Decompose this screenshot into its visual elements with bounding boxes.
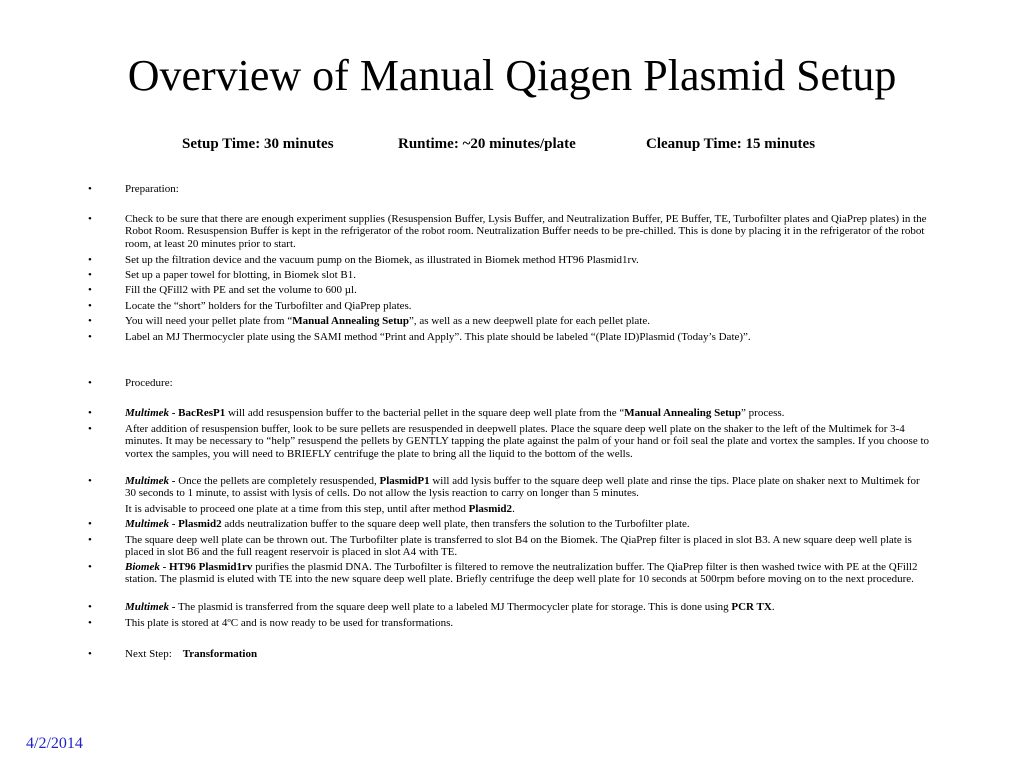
list-item	[88, 475, 930, 500]
step7-end: .	[771, 601, 775, 613]
bullet-glyph: •	[88, 269, 92, 281]
bullet-glyph: •	[88, 475, 92, 487]
slide-date: 4/2/2014	[26, 735, 83, 752]
step3-note-bold: Plasmid2	[468, 503, 513, 515]
step1-end: ” process.	[741, 407, 785, 419]
next-step-value: Transformation	[182, 648, 258, 660]
step7-method: PCR TX	[731, 601, 772, 613]
list-item	[88, 183, 930, 195]
step4-text: adds neutralization buffer to the square deep well plate, then transfers the solution to the Turbofilter plate.	[221, 518, 690, 530]
setup-time: Setup Time: 30 minutes	[182, 136, 334, 152]
pellet-text-bold: Manual Annealing Setup	[292, 315, 409, 327]
step5-text: The square deep well plate can be thrown out. The Turbofilter plate is transferred to slot B4 on the Biomek. The QiaPrep filter is placed in slot B3. A new square deep well plate is placed in slot B6 and the full reagent reservoir is placed in slot A4 with TE.	[125, 534, 912, 559]
bullet-glyph: •	[88, 601, 92, 613]
step4-method: - Plasmid2	[169, 518, 222, 530]
bullet-glyph: •	[88, 315, 92, 327]
step6-text: purifies the plasmid DNA. The Turbofilter is filtered to remove the neutralization buffer. The QiaPrep filter is then washed twice with PE at the QFill2 station. The plasmid is eluted with TE into the new square deep well plate. Briefly centrifuge the deep well plate for 10 seconds at 500rpm before moving on to the next procedure.	[125, 561, 918, 586]
step4-instrument: Multimek	[125, 518, 170, 530]
list-item-note	[125, 503, 930, 515]
bullet-glyph: •	[88, 648, 92, 660]
step7-instrument: Multimek	[125, 601, 170, 613]
runtime: Runtime: ~20 minutes/plate	[398, 136, 576, 152]
preparation-heading: Preparation:	[125, 183, 179, 195]
step1-method: - BacResP1	[169, 407, 226, 419]
list-item	[88, 601, 930, 613]
step3-note-end: .	[512, 503, 515, 515]
list-item	[88, 423, 930, 460]
filtration-text: Set up the filtration device and the vacuum pump on the Biomek, as illustrated in Biomek method HT96 Plasmid1rv.	[125, 254, 639, 266]
bullet-glyph: •	[88, 423, 92, 435]
step6-instrument: Biomek	[125, 561, 160, 573]
bullet-glyph: •	[88, 561, 92, 573]
list-item	[88, 269, 930, 281]
procedure-heading: Procedure:	[125, 377, 173, 389]
pellet-text-post: ”, as well as a new deepwell plate for each pellet plate.	[408, 315, 650, 327]
step6-method: - HT96 Plasmid1rv	[159, 561, 253, 573]
step1-bold2: Manual Annealing Setup	[624, 407, 742, 419]
step1-instrument: Multimek	[125, 407, 170, 419]
step3-note: It is advisable to proceed one plate at a time from this step, until after method	[125, 503, 469, 515]
list-item	[88, 561, 930, 586]
list-item	[88, 648, 930, 660]
list-item	[88, 407, 930, 419]
bullet-glyph: •	[88, 534, 92, 546]
step8-text: This plate is stored at 4ºC and is now ready to be used for transformations.	[125, 617, 454, 629]
bullet-glyph: •	[88, 284, 92, 296]
step3-text: Once the pellets are completely resuspended,	[175, 475, 380, 487]
check-supplies-text: Check to be sure that there are enough experiment supplies (Resuspension Buffer, Lysis Buffer, and Neutralization Buffer, PE Buffer, TE, Turbofilter plates and QiaPrep plates) in the Robot Room. Resuspension Buffer is kept in the refrigerator of the robot room. Neutralization Buffer needs to be pre-chilled. This is done by placing it in the refrigerator of the robot room, at least 20 minutes prior to start.	[125, 213, 927, 250]
list-item	[88, 518, 930, 530]
list-item	[88, 617, 930, 629]
qfill-text: Fill the QFill2 with PE and set the volume to 600 µl.	[125, 284, 357, 296]
step3-dash: -	[169, 475, 176, 487]
step1-text: will add resuspension buffer to the bacterial pellet in the square deep well plate from the “	[225, 407, 625, 419]
bullet-glyph: •	[88, 213, 92, 225]
step3-instrument: Multimek	[125, 475, 170, 487]
bullet-glyph: •	[88, 254, 92, 266]
next-step-label: Next Step:	[125, 648, 172, 660]
bullet-glyph: •	[88, 617, 92, 629]
list-item	[88, 300, 930, 312]
list-item	[88, 534, 930, 559]
step3-end: will add lysis buffer to the square deep well plate and rinse the tips. Place plate on shaker next to Multimek for 30 seconds to 1 minute, to assist with lysis of cells. Do not allow the lysis reaction to carry on longer than 5 minutes.	[125, 475, 920, 500]
step7-dash: -	[169, 601, 176, 613]
bullet-glyph: •	[88, 377, 92, 389]
step2-text: After addition of resuspension buffer, look to be sure pellets are resuspended in deepwell plates. Place the square deep well plate on the shaker to the left of the Multimek for 3-4 minutes. It may be necessary to “help” resuspend the pellets by GENTLY tapping the plate against the palm of your hand or foil seal the plate and vortex the samples. If you choose to vortex the samples, you will need to BRIEFLY centrifuge the plate to bring all the liquid to the bottom of the wells.	[125, 423, 930, 460]
bullet-glyph: •	[88, 300, 92, 312]
bullet-glyph: •	[88, 518, 92, 530]
bullet-glyph: •	[88, 407, 92, 419]
list-item	[88, 284, 930, 296]
list-item	[88, 213, 930, 250]
step7-text: The plasmid is transferred from the square deep well plate to a labeled MJ Thermocycler plate for storage. This is done using	[175, 601, 732, 613]
list-item	[88, 377, 930, 389]
list-item	[88, 331, 930, 343]
step3-method: PlasmidP1	[379, 475, 430, 487]
bullet-glyph: •	[88, 183, 92, 195]
paper-towel-text: Set up a paper towel for blotting, in Biomek slot B1.	[125, 269, 356, 281]
label-mj-text: Label an MJ Thermocycler plate using the SAMI method “Print and Apply”. This plate should be labeled “(Plate ID)Plasmid (Today’s Date)”.	[125, 331, 751, 343]
cleanup-time: Cleanup Time: 15 minutes	[646, 136, 816, 152]
pellet-text-pre: You will need your pellet plate from “	[125, 315, 293, 327]
list-item	[88, 315, 930, 327]
bullet-glyph: •	[88, 331, 92, 343]
list-item	[88, 254, 930, 266]
holders-text: Locate the “short” holders for the Turbofilter and QiaPrep plates.	[125, 300, 412, 312]
slide-title: Overview of Manual Qiagen Plasmid Setup	[127, 51, 897, 100]
